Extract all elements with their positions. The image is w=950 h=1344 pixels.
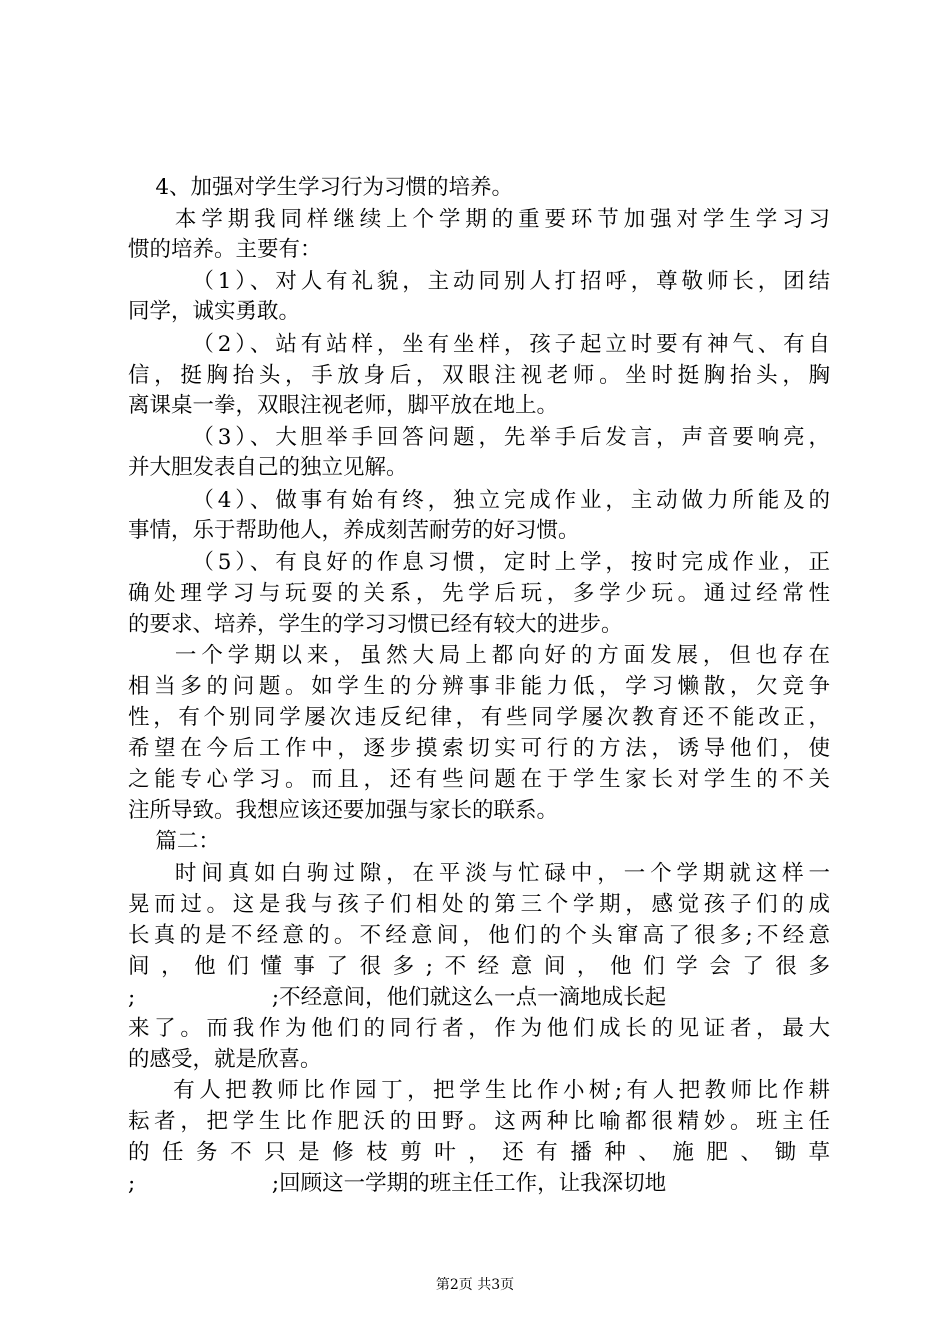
- text-line: 相当多的问题。如学生的分辨事非能力低，学习懒散，欠竞争: [128, 674, 830, 699]
- text-line: 时间真如白驹过隙，在平淡与忙碌中，一个学期就这样一: [128, 861, 830, 886]
- text-line: 并大胆发表自己的独立见解。: [128, 455, 408, 480]
- text-line: （3）、大胆举手回答问题，先举手后发言，声音要响亮，: [128, 425, 830, 450]
- section-heading: 篇二：: [128, 829, 220, 854]
- text-line: 注所导致。我想应该还要加强与家长的联系。: [128, 798, 559, 823]
- text-line: （1）、对人有礼貌，主动同别人打招呼，尊敬师长，团结: [128, 269, 830, 294]
- text-line: 信，挺胸抬头，手放身后，双眼注视老师。坐时挺胸抬头，胸: [128, 363, 830, 388]
- text-line: 本学期我同样继续上个学期的重要环节加强对学生学习习: [128, 207, 830, 232]
- text-line: 一个学期以来，虽然大局上都向好的方面发展，但也存在: [128, 643, 830, 668]
- text-line: 来了。而我作为他们的同行者，作为他们成长的见证者，最大: [128, 1016, 830, 1041]
- text-line: 之能专心学习。而且，还有些问题在于学生家长对学生的不关: [128, 767, 830, 792]
- text-line: 的感受，就是欣喜。: [128, 1047, 322, 1072]
- text-line: 希望在今后工作中，逐步摸索切实可行的方法，诱导他们，使: [128, 736, 830, 761]
- text-line: 有人把教师比作园丁，把学生比作小树;有人把教师比作耕: [128, 1078, 830, 1103]
- text-line: 晃而过。这是我与孩子们相处的第三个学期，感觉孩子们的成: [128, 892, 830, 917]
- text-line: ; ;不经意间，他们就这么一点一滴地成长起: [128, 985, 667, 1010]
- text-line: （2）、站有站样，坐有坐样，孩子起立时要有神气、有自: [128, 332, 830, 357]
- text-line: 事情，乐于帮助他人，养成刻苦耐劳的好习惯。: [128, 518, 580, 543]
- text-line: 确处理学习与玩耍的关系，先学后玩，多学少玩。通过经常性: [128, 581, 830, 606]
- page-footer: 第2页 共3页: [435, 1277, 515, 1293]
- text-line: 的任务不只是修枝剪叶，还有播种、施肥、锄草: [128, 1140, 830, 1165]
- text-line: 长真的是不经意的。不经意间，他们的个头窜高了很多;不经意: [128, 923, 830, 948]
- text-line: 4、加强对学生学习行为习惯的培养。: [128, 175, 514, 200]
- text-line: 惯的培养。主要有：: [128, 237, 322, 262]
- text-line: 间，他们懂事了很多;不经意间，他们学会了很多: [128, 954, 830, 979]
- text-line: 性，有个别同学屡次违反纪律，有些同学屡次教育还不能改正，: [128, 705, 830, 730]
- text-line: 同学，诚实勇敢。: [128, 299, 301, 324]
- text-line: 离课桌一拳，双眼注视老师，脚平放在地上。: [128, 393, 559, 418]
- text-line: 的要求、培养，学生的学习习惯已经有较大的进步。: [128, 612, 623, 637]
- text-line: （4）、做事有始有终，独立完成作业，主动做力所能及的: [128, 488, 830, 513]
- text-line: ; ;回顾这一学期的班主任工作，让我深切地: [128, 1171, 667, 1196]
- text-line: （5）、有良好的作息习惯，定时上学，按时完成作业，正: [128, 550, 830, 575]
- text-line: 耘者，把学生比作肥沃的田野。这两种比喻都很精妙。班主任: [128, 1109, 830, 1134]
